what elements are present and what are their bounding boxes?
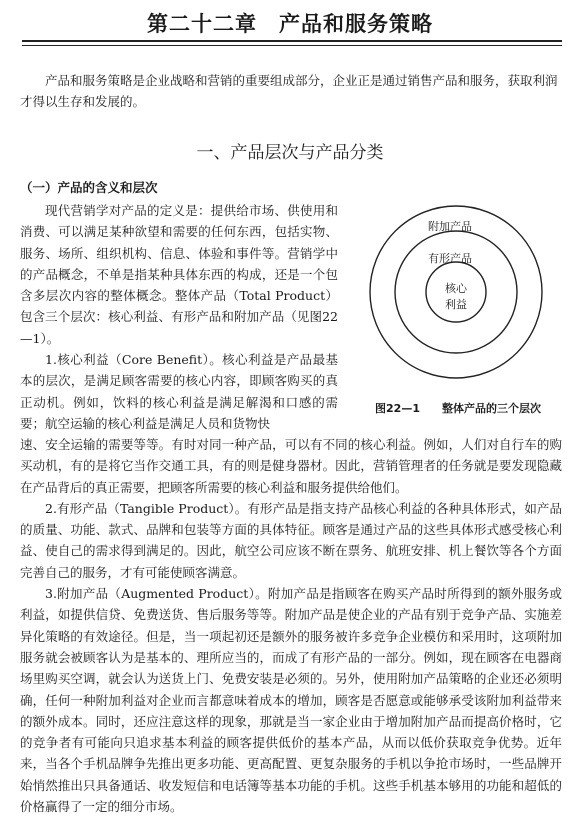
tangible-product-paragraph: 2.有形产品（Tangible Product）。有形产品是指支持产品核心利益的各种具体形式，如产品的质量、功能、款式、品牌和包装等方面的具体特征。顾客是通过产品的这些具体形式感受核心利益、使自己的需求得到满足的。因此，航空公司应该不断在票务、航班安排、机上餐饮等各个方面完善自己的服务，才有可能使顾客满意。: [20, 500, 562, 580]
product-levels-figure: [352, 196, 564, 426]
full-width-text: [20, 434, 562, 817]
subsection-title: （一）产品的含义和层次: [20, 180, 158, 195]
left-column-text: [20, 200, 338, 434]
header-rule-thick: [22, 40, 562, 42]
definition-paragraph: 现代营销学对产品的定义是：提供给市场、供使用和消费、可以满足某种欲望和需要的任何东西，包括实物、服务、场所、组织机构、信息、体验和事件等。营销学中的产品概念，不单是指某种具体东西的构成，还是一个包含多层次内容的整体概念。整体产品（Total Product）包含三个层次：核心利益、有形产品和附加产品（见图22—1）。: [20, 203, 338, 346]
core-benefit-paragraph: 1.核心利益（Core Benefit）。核心利益是产品最基本的层次，是满足顾客需要的核心内容，即顾客购买的真正动机。例如，饮料的核心利益是满足解渴和口感的需要；航空运输的核心利益是满足人员和货物快: [20, 352, 338, 431]
tangible-product-label: 有形产品: [428, 252, 472, 265]
chapter-title: 第二十二章 产品和服务策略: [147, 12, 433, 36]
augmented-product-label: 附加产品: [428, 220, 472, 233]
core-label-line1: 核心: [445, 282, 467, 295]
core-label-line2: 利益: [445, 298, 467, 311]
augmented-product-paragraph: 3.附加产品（Augmented Product）。附加产品是指顾客在购买产品时所得到的额外服务或利益，如提供信贷、免费送货、售后服务等等。附加产品是使企业的产品有别于竞争产品、实施差异化策略的有效途径。但是，当一项起初还是额外的服务被许多竞争企业模仿和采用时，这项附加服务就会被顾客认为是基本的、理所应当的，而成了有形产品的一部分。例如，现在顾客在电器商场里购买空调，就会认为送货上门、免费安装是必须的。另外，使用附加产品策略的企业还必须明确，任何一种附加利益对企业而言都意味着成本的增加，顾客是否愿意或能够承受该附加利益带来的额外成本。同时，还应注意这样的现象，那就是当一家企业由于增加附加产品而提高价格时，它的竞争者有可能向只追求基本利益的顾客提供低价的基本产品，从而以低价获取竞争优势。近年来，当各个手机品牌争先推出更多功能、更高配置、更复杂服务的手机以争抢市场时，一些品牌开始悄然推出只具备通话、收发短信和电话簿等基本功能的手机。这些手机基本够用的功能和超低的价格赢得了一定的细分市场。: [20, 586, 562, 815]
figure-caption: 图22—1 整体产品的三个层次: [375, 402, 541, 415]
header-rule-thin: [22, 45, 562, 46]
intro-paragraph: 产品和服务策略是企业战略和营销的重要组成部分，企业正是通过销售产品和服务，获取利润才得以生存和发展的。: [20, 73, 558, 109]
core-benefit-continued: 速、安全运输的需要等等。有时对同一种产品，可以有不同的核心利益。例如，人们对自行车的购买动机，有的是将它当作交通工具，有的则是健身器材。因此，营销管理者的任务就是要发现隐藏在产品背后的真正需要，把顾客所需要的核心利益和服务提供给他们。: [20, 437, 562, 495]
section-title: 一、产品层次与产品分类: [196, 143, 384, 163]
